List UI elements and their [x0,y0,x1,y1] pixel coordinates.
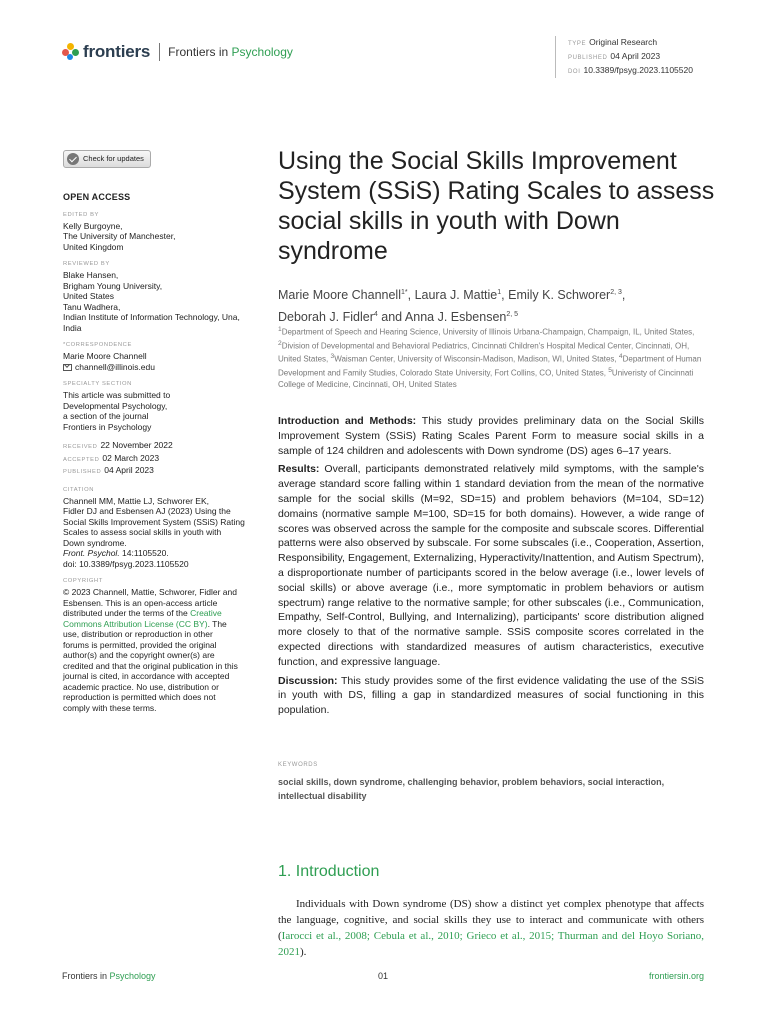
abstract-discussion: Discussion: This study provides some of the first evidence validating the use of the SSiS in youth with DS, filling a gap in standardized measures of social functioning in this population. [278,674,704,717]
check-for-updates-button[interactable]: Check for updates [63,150,151,168]
article-meta: TYPE Original Research PUBLISHED 04 April 2023 DOI 10.3389/fpsyg.2023.1105520 [555,36,693,78]
article-title: Using the Social Skills Improvement System (SSiS) Rating Scales to assess social skills in youth with Down syndrome [278,147,715,265]
author-list: Marie Moore Channell$^{1*}$, Laura J. Mattie$^1$, Emily K. Schworer$^{2, 3}$, Deborah J. Fidler$^4$ and Anna J. Esbensen$^{2, 5}$ [278,288,626,325]
doi-link[interactable]: 10.3389/fpsyg.2023.1105520 [583,65,693,75]
reviewed-by-label: REVIEWED BY [63,261,110,267]
footer-journal: Frontiers in Psychology [62,971,156,981]
citation-info: Channell MM, Mattie LJ, Schworer EK, Fidler DJ and Esbensen AJ (2023) Using the Social Skills Improvement System (SSiS) Rating Scales to assess social skills in youth with Down syndrome. Front. Psychol. 14:1105520. doi: 10.3389/fpsyg.2023.1105520 [63,496,253,570]
journal-header [62,40,293,64]
keywords: social skills, down syndrome, challenging behavior, problem behaviors, social interaction, intellectual disability [278,777,665,801]
author-name[interactable]: Laura J. Mattie$^1$ [414,288,502,303]
author-name[interactable]: Emily K. Schworer$^{2, 3}$ [508,288,622,303]
author-name[interactable]: Marie Moore Channell$^{1*}$ [278,288,408,303]
specialty-section-info: This article was submitted to Developmental Psychology, a section of the journal Frontiers in Psychology [63,390,171,432]
footer-site-link[interactable]: frontiersin.org [648,971,704,981]
header-divider [159,43,160,61]
correspondence-email[interactable]: channell@illinois.edu [75,361,155,372]
frontiers-logo-text[interactable]: frontiers [83,42,151,61]
copyright-info: © 2023 Channell, Mattie, Schworer, Fidler and Esbensen. This is an open-access article distributed under the terms of the Creative Commons Attribution License (CC BY). The use, distribution or reproduction in other forums is permitted, provided the original author(s) and the copyright owner(s) are credited and that the original publication in this journal is cited, in accordance with accepted academic practice. No use, distribution or reproduction is permitted which does not comply with these terms. [63,587,238,713]
article-type: Original Research [589,37,658,47]
editor-info: Kelly Burgoyne, The University of Manchester, United Kingdom [63,220,176,252]
published-date: 04 April 2023 [610,51,661,61]
received-date: 22 November 2022 [100,440,173,450]
section-heading-introduction: 1. Introduction [278,863,380,880]
cc-license-link-cont[interactable]: Commons Attribution License (CC BY) [63,618,208,629]
intro-citations[interactable]: Iarocci et al., 2008; Cebula et al., 2010; Grieco et al., 2015; Thurman and del Hoyo Soriano, 2021 [278,930,704,958]
published-date-sidebar: 04 April 2023 [104,465,154,475]
reviewer-info: Blake Hansen, Brigham Young University, United States Tanu Wadhera, Indian Institute of Information Technology, Una, India [63,270,240,333]
open-access-label: OPEN ACCESS [63,192,131,202]
specialty-section-label: SPECIALTY SECTION [63,381,132,387]
abstract-intro: Introduction and Methods: This study provides preliminary data on the Social Skills Improvement System (SSiS) Rating Scales Parent Form to measure social skills in a sample of 124 children and adolescents with Down syndrome (DS) ages 6–17 years. [278,415,704,457]
affiliations: $^1$Department of Speech and Hearing Science, University of Illinois Urbana-Champaign, Champaign, IL, United States, $^2$Division of Developmental and Behavioral Pediatrics, Cincinnati Children's Hospital Medical Center, Cincinnati, OH, United States, $^3$Waisman Center, University of Wisconsin-Madison, Madison, WI, United States, $^4$Department of Human Development and Family Studies, Colorado State University, Fort Collins, CO, United States, $^5$Univeristy of Cincinnati College of Medicine, Cincinnati, OH, United States [278,326,702,389]
intro-paragraph: Individuals with Down syndrome (DS) show a distinct yet complex phenotype that affects the language, cognitive, and social skills they use to interact and communicate with others (Iarocci et al., 2008; Cebula et al., 2010; Grieco et al., 2015; Thurman and del Hoyo Soriano, 2021). [278,898,704,958]
correspondence-label: *CORRESPONDENCE [63,342,132,348]
article-dates: RECEIVED 22 November 2022 ACCEPTED 02 March 2023 PUBLISHED 04 April 2023 [63,440,173,475]
frontiers-logo-icon [62,43,80,61]
article-sidebar [63,150,253,713]
correspondence-info: Marie Moore Channell channell@illinois.edu [63,351,155,372]
author-name[interactable]: Anna J. Esbensen$^{2, 5}$ [404,310,519,325]
journal-name[interactable]: Frontiers in Psychology [168,45,293,59]
citation-doi[interactable]: doi: 10.3389/fpsyg.2023.1105520 [63,558,189,569]
cc-license-link[interactable]: Creative [190,608,222,618]
abstract-results: Results: Overall, participants demonstrated relatively mild symptoms, with the sample's average standard score falling within 1 standard deviation from the mean of the normative sample for the social skills (M=92, SD=15) and problem behaviors (M=104, SD=12) domains (normative sample M=100, SD=15 for both domains). However, a wide range of scores was observed across the sample for the composite and subscale scores. Differential patterns were also observed by subscale. For some subscales (i.e., Cooperation, Assertion, Responsibility, Engagement, Externalizing, Hyperactivity/Inattention, and Autism Spectrum), a disproportionate number of participants scored in the below average (i.e., lower levels of social skills) or above average (i.e., more symptomatic in problem behaviors or autism spectrum) range relative to the normative sample; for other subscales (i.e., Communication, Empathy, Self-Control, Bullying, and Internalizing), participants' score distribution aligned more closely to that of the normative sample. SSiS composite scores correlated in the expected directions with standardized measures of autism characteristics, executive function, and expressive language. [278,463,704,668]
copyright-label: COPYRIGHT [63,578,103,584]
edited-by-label: EDITED BY [63,211,100,218]
accepted-date: 02 March 2023 [102,452,160,463]
page-number: 01 [378,971,389,981]
mail-icon [63,364,72,371]
checkmark-icon [67,153,79,165]
author-name[interactable]: Deborah J. Fidler$^4$ [278,310,378,325]
abstract [278,414,704,722]
citation-label: CITATION [63,486,94,493]
keywords-label: KEYWORDS [278,762,318,768]
